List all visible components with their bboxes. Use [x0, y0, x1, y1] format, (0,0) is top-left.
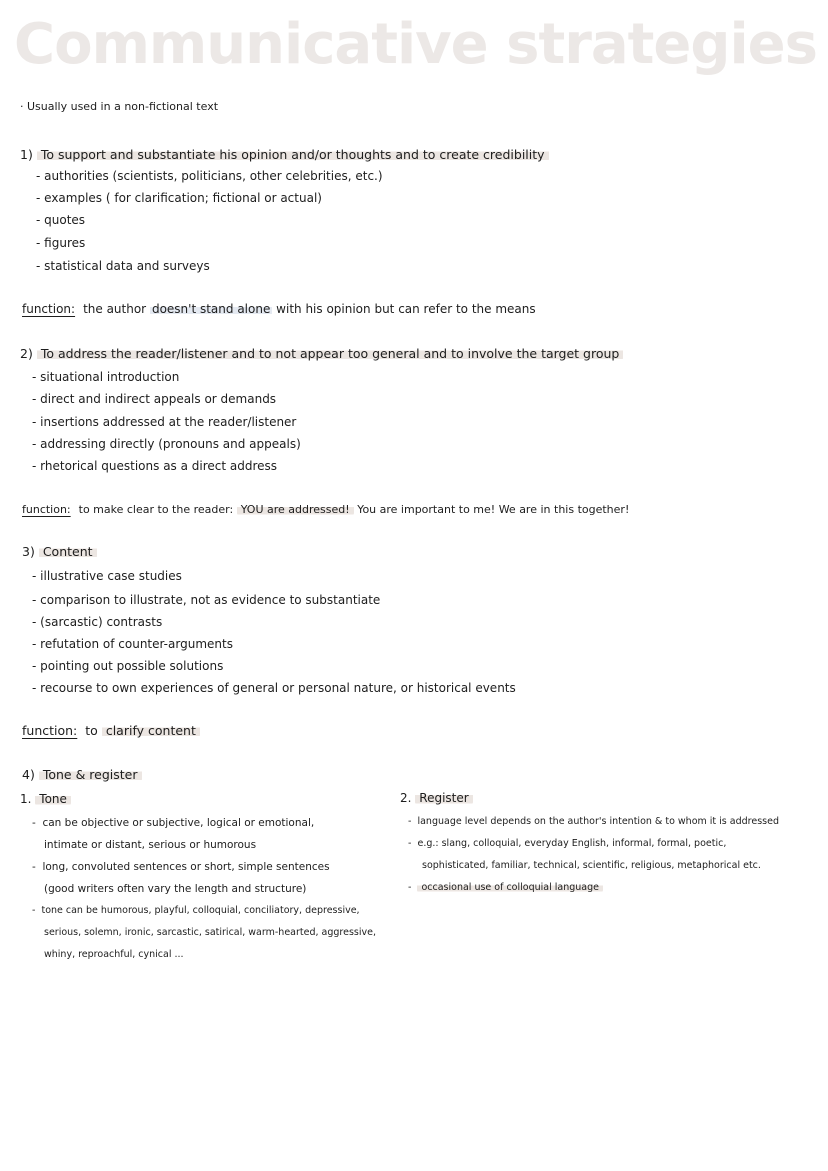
function-label: function: [22, 503, 71, 516]
list-item: - language level depends on the author's intention & to whom it is addressed [408, 816, 779, 827]
list-item: - tone can be humorous, playful, colloquial, conciliatory, depressive, [32, 905, 360, 916]
list-item: - pointing out possible solutions [32, 659, 224, 673]
list-item-continuation: serious, solemn, ironic, sarcastic, satirical, warm-hearted, aggressive, [44, 927, 376, 938]
function-label: function: [22, 723, 78, 738]
list-item: - situational introduction [32, 370, 180, 384]
section1-number: 1) [20, 147, 33, 162]
register-heading [400, 789, 473, 807]
list-item: - occasional use of colloquial language [408, 879, 603, 897]
list-item: - insertions addressed at the reader/listener [32, 415, 297, 429]
list-item: - recourse to own experiences of general or personal nature, or historical events [32, 681, 516, 695]
list-item: - e.g.: slang, colloquial, everyday English, informal, formal, poetic, [408, 838, 727, 849]
list-item: - direct and indirect appeals or demands [32, 392, 277, 406]
list-item-continuation: intimate or distant, serious or humorous [44, 839, 257, 851]
list-item: - (sarcastic) contrasts [32, 615, 163, 629]
list-item: - rhetorical questions as a direct address [32, 459, 278, 473]
intro-note: · Usually used in a non-fictional text [20, 100, 219, 113]
section1-heading [20, 146, 549, 164]
list-item: - addressing directly (pronouns and appeals) [32, 437, 301, 451]
list-item: - quotes [36, 213, 86, 227]
list-item: - illustrative case studies [32, 569, 182, 583]
section3-title: Content [39, 544, 97, 559]
function-label: function: [22, 302, 76, 316]
list-item-continuation: (good writers often vary the length and structure) [44, 883, 307, 895]
section3-function: function: to clarify content [22, 722, 200, 740]
list-item: - authorities (scientists, politicians, other celebrities, etc.) [36, 169, 383, 183]
list-item: - examples ( for clarification; fictional or actual) [36, 191, 322, 205]
section4-heading [22, 766, 142, 784]
list-item: - comparison to illustrate, not as evidence to substantiate [32, 593, 381, 607]
register-number: 2. [400, 791, 412, 805]
section1-function: function: the author doesn't stand alone with his opinion but can refer to the means [22, 302, 536, 316]
list-item: - long, convoluted sentences or short, simple sentences [32, 861, 330, 873]
register-title: Register [415, 791, 472, 805]
section2-number: 2) [20, 346, 33, 361]
function-highlight: YOU are addressed! [237, 503, 354, 516]
tone-heading [20, 790, 71, 808]
function-highlight: doesn't stand alone [151, 302, 271, 316]
section2-function: function: to make clear to the reader: YOU are addressed! You are important to me! We are in this together! [22, 503, 630, 516]
list-item-continuation: whiny, reproachful, cynical ... [44, 949, 184, 960]
tone-title: Tone [35, 792, 71, 806]
list-item: - refutation of counter-arguments [32, 637, 233, 651]
tone-number: 1. [20, 792, 32, 806]
section4-title: Tone & register [39, 767, 142, 782]
section2-title: To address the reader/listener and to not appear too general and to involve the target group [37, 346, 624, 361]
list-item: - statistical data and surveys [36, 259, 210, 273]
section3-number: 3) [22, 544, 35, 559]
list-item-continuation: sophisticated, familiar, technical, scientific, religious, metaphorical etc. [422, 860, 761, 871]
section3-heading [22, 543, 97, 561]
function-highlight: clarify content [102, 723, 200, 738]
list-item: - figures [36, 236, 86, 250]
list-item: - can be objective or subjective, logical or emotional, [32, 817, 315, 829]
page-title: Communicative strategies [14, 12, 817, 77]
section2-heading [20, 345, 623, 363]
section4-number: 4) [22, 767, 35, 782]
section1-title: To support and substantiate his opinion and/or thoughts and to create credibility [37, 147, 549, 162]
